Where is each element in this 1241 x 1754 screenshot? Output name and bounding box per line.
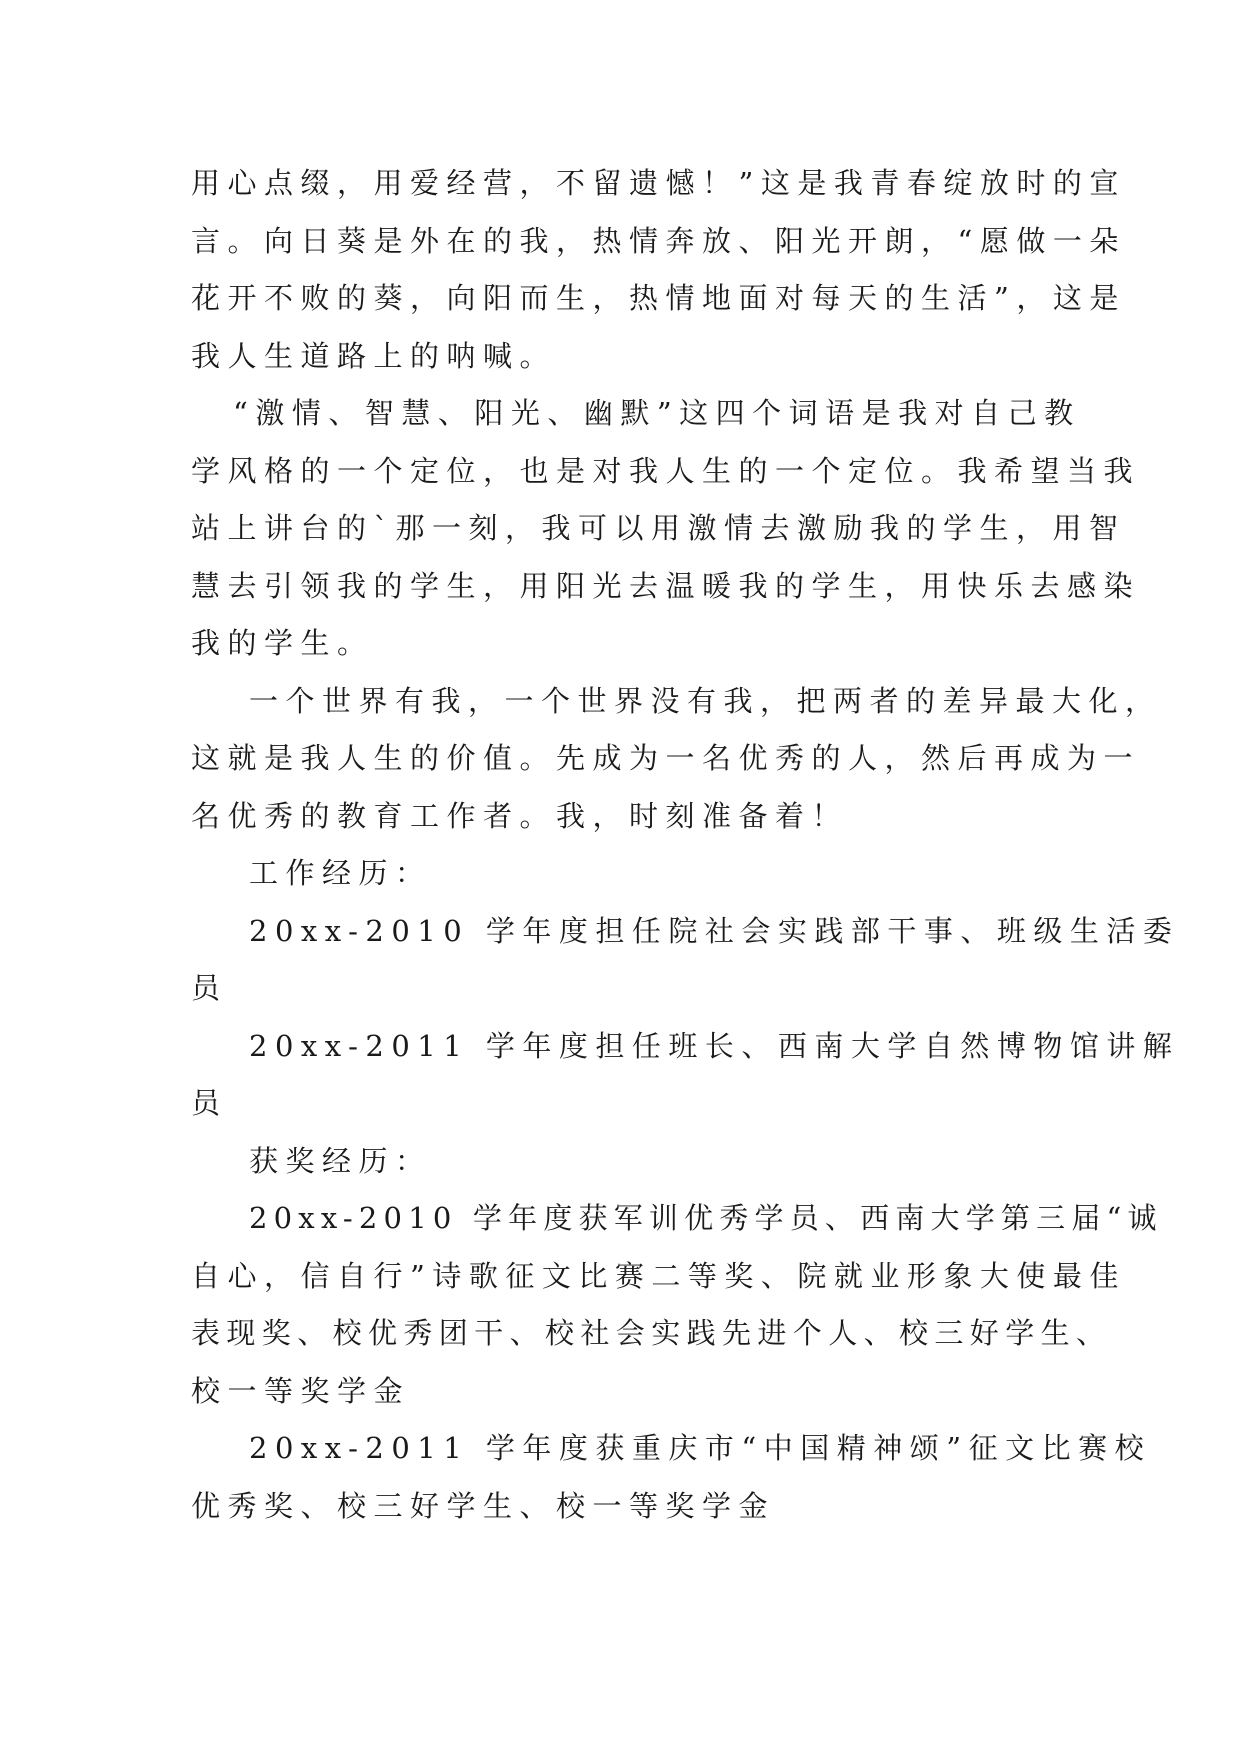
text-line: 20xx-2010 学年度担任院社会实践部干事、班级生活委 [249, 913, 1180, 948]
text-line: 花开不败的葵，向阳而生，热情地面对每天的生活”，这是 [191, 281, 1126, 315]
paragraph-award-2011 [191, 1420, 1152, 1535]
text-line: 20xx-2011 学年度担任班长、西南大学自然博物馆讲解 [249, 1028, 1180, 1063]
text-line: 表现奖、校优秀团干、校社会实践先进个人、校三好学生、 [191, 1316, 1112, 1350]
text-line: “激情、智慧、阳光、幽默”这四个词语是我对自己教 [233, 396, 1081, 430]
paragraph-sunflower-declaration [191, 155, 1126, 385]
text-line: 言。向日葵是外在的我，热情奔放、阳光开朗，“愿做一朵 [191, 223, 1126, 258]
text-line: 员 [191, 971, 228, 1005]
text-line: 校一等奖学金 [191, 1373, 411, 1408]
heading-work-experience [191, 845, 1051, 903]
text-line: 我人生道路上的呐喊。 [191, 338, 557, 373]
text-line: 20xx-2010 学年度获军训优秀学员、西南大学第三届“诚 [249, 1201, 1163, 1235]
paragraph-work-2011 [191, 1018, 1180, 1133]
text-line: 用心点缀，用爱经营，不留遗憾！”这是我青春绽放时的宣 [191, 166, 1126, 200]
text-line: 这就是我人生的价值。先成为一名优秀的人，然后再成为一 [191, 741, 1141, 775]
text-line: 优秀奖、校三好学生、校一等奖学金 [191, 1488, 776, 1523]
paragraph-award-2010 [191, 1190, 1163, 1420]
text-line: 员 [191, 1086, 228, 1120]
paragraph-teaching-style [191, 385, 1141, 673]
text-line: 名优秀的教育工作者。我，时刻准备着！ [191, 798, 849, 833]
heading-award-experience [191, 1133, 1051, 1191]
section-heading: 获奖经历： [249, 1143, 432, 1178]
paragraph-life-value [191, 673, 1162, 846]
document-body [191, 155, 1180, 1535]
text-line: 自心，信自行”诗歌征文比赛二等奖、院就业形象大使最佳 [191, 1258, 1126, 1293]
text-line: 慧去引领我的学生，用阳光去温暖我的学生，用快乐去感染 [191, 568, 1141, 603]
paragraph-work-2010 [191, 903, 1180, 1018]
text-line: 学风格的一个定位，也是对我人生的一个定位。我希望当我 [191, 453, 1141, 488]
text-line: 20xx-2011 学年度获重庆市“中国精神颂”征文比赛校 [249, 1431, 1152, 1465]
text-line: 我的学生。 [191, 626, 374, 660]
section-heading: 工作经历： [249, 856, 432, 890]
text-line: 站上讲台的`那一刻，我可以用激情去激励我的学生，用智 [191, 511, 1126, 545]
text-line: 一个世界有我，一个世界没有我，把两者的差异最大化， [249, 683, 1162, 718]
